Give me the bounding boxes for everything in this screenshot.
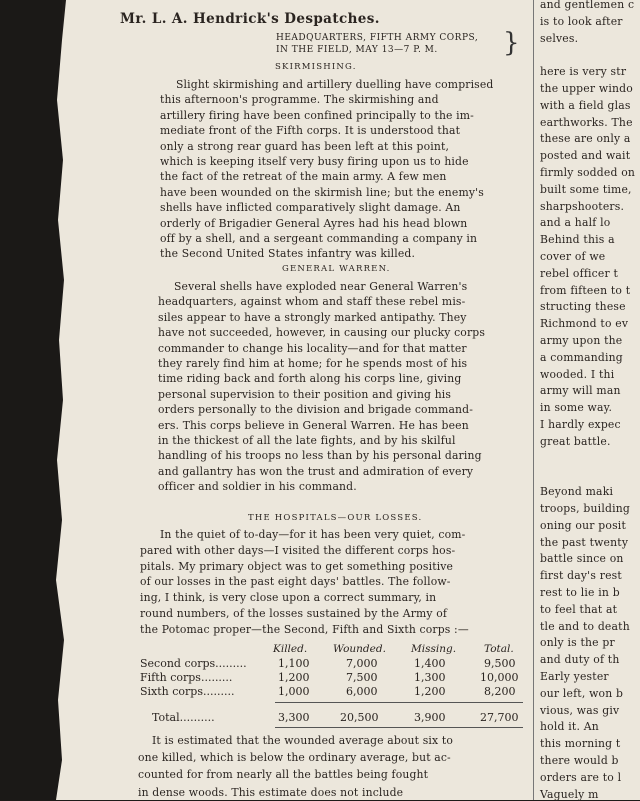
right-column-line: oning our posit	[540, 518, 626, 532]
right-column-line: structing these	[540, 300, 626, 314]
right-column-line: to feel that at	[540, 602, 618, 616]
right-column-line: army upon the	[540, 334, 623, 347]
right-column-line: battle since on	[540, 552, 624, 566]
right-column-line: with a field glas	[540, 98, 631, 112]
text-line: shells have inflicted comparatively slight damage. An	[160, 201, 461, 215]
total-total: 27,700	[480, 711, 519, 724]
right-column-line: and gentlemen c	[540, 0, 635, 11]
right-column-line: in some way.	[540, 401, 613, 415]
right-column-line: earthworks. The	[540, 115, 633, 129]
right-column-line: our left, won b	[540, 686, 624, 700]
table-header-missing: Missing.	[411, 643, 457, 655]
right-column-line: army will man	[540, 384, 621, 398]
text-line: time riding back and forth along his corps line, giving	[158, 372, 462, 386]
text-line: have been wounded on the skirmish line; but the enemy's	[160, 185, 484, 199]
cell-total: 9,500	[484, 657, 516, 670]
right-column-line: cover of we	[540, 250, 606, 263]
right-column-line: firmly sodded on	[540, 166, 636, 179]
text-line: Several shells have exploded near General Warren's	[174, 280, 468, 293]
text-line: In the quiet of to-day—for it has been very quiet, com-	[160, 528, 466, 541]
text-line: orders personally to the division and brigade command-	[158, 403, 474, 417]
right-column-line: rebel officer t	[540, 266, 619, 280]
text-line: in dense woods. This estimate does not include	[138, 785, 404, 799]
text-line: ing, I think, is very close upon a correct summary, in	[140, 591, 437, 605]
table-header-killed: Killed.	[273, 643, 308, 655]
right-column-line: only is the pr	[540, 636, 615, 650]
cell-total: 8,200	[484, 685, 516, 698]
table-bottom-rule	[275, 727, 523, 728]
headline: Mr. L. A. Hendrick's Despatches.	[120, 11, 380, 27]
right-column-line: tle and to death	[540, 619, 630, 633]
total-killed: 3,300	[278, 711, 310, 724]
text-line: round numbers, of the losses sustained by the Army of	[140, 607, 448, 620]
text-line: they rarely find him at home; for he spends most of his	[158, 357, 468, 370]
text-line: personal supervision to their position and giving his	[158, 387, 452, 401]
right-column-line: from fifteen to t	[540, 283, 631, 297]
section-heading-skirmishing: SKIRMISHING.	[275, 62, 357, 72]
table-header-wounded: Wounded.	[333, 643, 386, 655]
text-line: officer and soldier in his command.	[158, 480, 357, 494]
right-column-line: selves.	[540, 31, 579, 45]
right-column-line: posted and wait	[540, 149, 631, 163]
right-column-line: Behind this a	[540, 233, 615, 247]
dateline-line-1: HEADQUARTERS, FIFTH ARMY CORPS,	[276, 33, 479, 43]
text-line: off by a shell, and a sergeant commanding a company in	[160, 232, 478, 245]
text-line: of our losses in the past eight days' battles. The follow-	[140, 575, 451, 589]
right-column-line: built some time,	[540, 182, 632, 196]
cell-wounded: 6,000	[346, 685, 378, 698]
right-column-line: sharpshooters.	[540, 199, 625, 213]
text-line: artillery firing have been confined principally to the im-	[160, 108, 474, 122]
text-line: commander to change his locality—and for that matter	[158, 341, 467, 355]
text-line: orderly of Brigadier General Ayres had his head blown	[160, 216, 468, 230]
right-column-line: Early yester	[540, 670, 609, 683]
right-column-line: wooded. I thi	[540, 367, 615, 381]
row-label: Second corps.........	[140, 657, 247, 670]
total-label: Total..........	[152, 711, 215, 724]
text-line: pitals. My primary object was to get something positive	[140, 559, 454, 573]
cell-missing: 1,400	[414, 657, 446, 670]
column-rule	[533, 0, 534, 800]
cell-total: 10,000	[480, 671, 519, 684]
right-column-line: hold it. An	[540, 720, 599, 734]
section-heading-hospitals: THE HOSPITALS—OUR LOSSES.	[248, 513, 423, 523]
text-line: mediate front of the Fifth corps. It is understood that	[160, 124, 461, 138]
right-column-line: these are only a	[540, 132, 631, 146]
text-line: pared with other days—I visited the different corps hos-	[140, 543, 456, 557]
right-column-line: I hardly expec	[540, 418, 621, 431]
text-line: and gallantry has won the trust and admiration of every	[158, 464, 474, 478]
right-column-line: and duty of th	[540, 653, 620, 667]
text-line: It is estimated that the wounded average about six to	[152, 734, 453, 747]
total-wounded: 20,500	[340, 711, 379, 724]
right-column-line: this morning t	[540, 737, 621, 751]
right-column-line: here is very str	[540, 65, 627, 79]
right-column-line: first day's rest	[540, 569, 622, 583]
right-column-line: a commanding	[540, 350, 623, 364]
row-label: Sixth corps.........	[140, 685, 235, 698]
right-column-line: Vaguely m	[540, 787, 599, 801]
right-column-line: great battle.	[540, 434, 611, 448]
cell-missing: 1,200	[414, 685, 446, 698]
right-column-line: Beyond maki	[540, 485, 614, 499]
row-label: Fifth corps.........	[140, 671, 233, 684]
right-column-line: vious, was giv	[540, 703, 620, 717]
table-header-total: Total.	[484, 643, 514, 655]
text-line: the Potomac proper—the Second, Fifth and Sixth corps :—	[140, 622, 469, 636]
section-heading-general-warren: GENERAL WARREN.	[282, 264, 391, 274]
cell-killed: 1,100	[278, 657, 310, 670]
dateline-line-2: IN THE FIELD, MAY 13—7 P. M.	[276, 45, 438, 55]
text-line: have not succeeded, however, in causing our plucky corps	[158, 326, 486, 340]
cell-killed: 1,200	[278, 671, 310, 684]
background-edge	[0, 0, 62, 800]
text-line: only a strong rear guard has been left at this point,	[160, 139, 450, 153]
cell-killed: 1,000	[278, 685, 310, 698]
text-line: handling of his troops no less than by his personal daring	[158, 449, 482, 463]
text-line: one killed, which is below the ordinary average, but ac-	[138, 751, 451, 765]
text-line: Slight skirmishing and artillery duelling have comprised	[176, 78, 494, 91]
right-column-line: rest to lie in b	[540, 586, 620, 599]
right-column-line: and a half lo	[540, 216, 611, 230]
cell-wounded: 7,500	[346, 671, 378, 684]
right-column-line: the upper windo	[540, 82, 633, 95]
text-line: this afternoon's programme. The skirmishing and	[160, 93, 439, 107]
text-line: counted for from nearly all the battles being fought	[138, 768, 429, 782]
text-line: the Second United States infantry was killed.	[160, 247, 416, 261]
text-line: headquarters, against whom and staff these rebel mis-	[158, 295, 466, 309]
text-line: ers. This corps believe in General Warren. He has been	[158, 418, 469, 432]
right-column-line: there would b	[540, 754, 619, 767]
right-column-line: is to look after	[540, 14, 623, 28]
text-line: the fact of the retreat of the main army. A few men	[160, 170, 447, 184]
text-line: in the thickest of all the late fights, and by his skilful	[158, 434, 456, 447]
text-line: siles appear to have a strongly marked antipathy. They	[158, 310, 467, 324]
right-column-line: troops, building	[540, 502, 631, 515]
table-total-rule	[275, 702, 523, 703]
total-missing: 3,900	[414, 711, 446, 724]
dateline-brace: }	[503, 28, 520, 58]
text-line: which is keeping itself very busy firing upon us to hide	[160, 155, 469, 168]
cell-wounded: 7,000	[346, 657, 378, 670]
right-column-line: Richmond to ev	[540, 317, 629, 331]
right-column-line: orders are to l	[540, 770, 622, 784]
cell-missing: 1,300	[414, 671, 446, 684]
right-column-line: the past twenty	[540, 535, 629, 549]
